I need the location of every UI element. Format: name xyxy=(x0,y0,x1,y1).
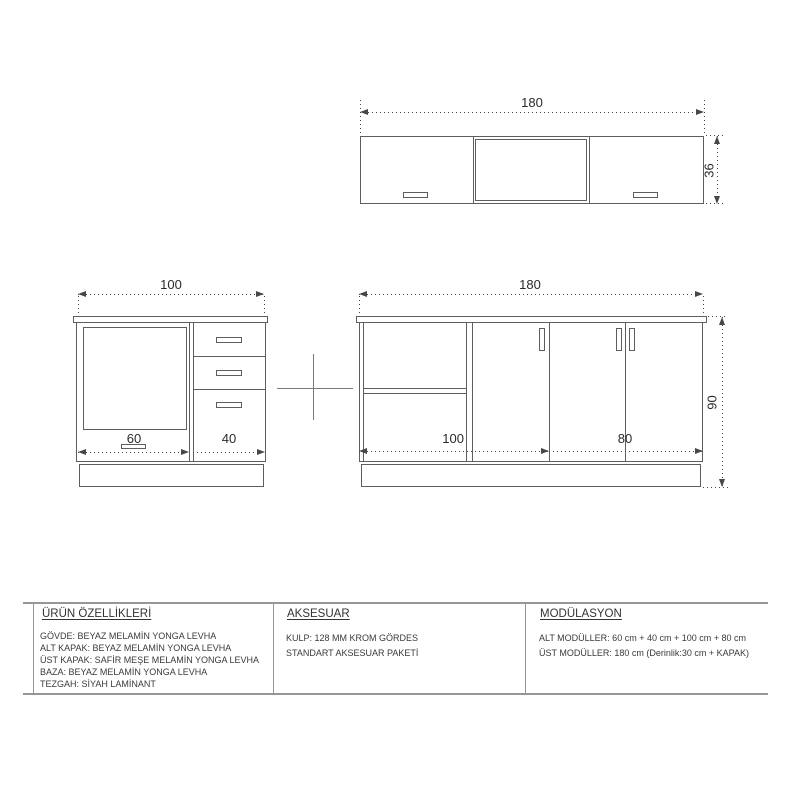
arrowhead xyxy=(719,479,725,487)
wall-cabinet-width-label: 180 xyxy=(521,95,543,110)
dim-line xyxy=(359,294,703,295)
arrowhead xyxy=(256,291,264,297)
arrowhead xyxy=(78,291,86,297)
carcass-divider xyxy=(472,322,473,462)
arrowhead xyxy=(696,109,704,115)
carcass-divider xyxy=(189,322,190,462)
spec-line: ÜST KAPAK: SAFİR MEŞE MELAMİN YONGA LEVHA xyxy=(40,655,260,665)
drawer-divider xyxy=(194,356,265,357)
column-body-modulasyon xyxy=(539,631,749,661)
dim-line xyxy=(717,136,718,204)
arrowhead xyxy=(695,291,703,297)
arrowhead xyxy=(541,448,549,454)
wall-cabinet-height-label: 36 xyxy=(701,163,717,178)
dim-line xyxy=(359,451,549,452)
table-rule-bottom xyxy=(23,693,768,695)
door-divider xyxy=(549,322,550,462)
base-left-width-label: 100 xyxy=(160,277,182,292)
spec-line: BAZA: BEYAZ MELAMİN YONGA LEVHA xyxy=(40,667,208,677)
dim-line xyxy=(360,112,704,113)
arrowhead xyxy=(359,448,367,454)
base-right-module-b-label: 80 xyxy=(617,431,633,446)
arrowhead xyxy=(359,291,367,297)
shelf-side-panel xyxy=(363,323,364,461)
extension-line xyxy=(703,487,728,488)
door-handle xyxy=(539,328,545,351)
carcass-divider xyxy=(466,322,467,462)
extension-line xyxy=(78,296,79,315)
base-left-drawers-width-label: 40 xyxy=(221,431,237,446)
door-handle xyxy=(616,328,622,351)
panel-divider xyxy=(589,136,590,204)
plinth xyxy=(361,464,701,487)
dim-line xyxy=(722,317,723,487)
base-right-width-label: 180 xyxy=(519,277,541,292)
extension-line xyxy=(704,100,705,134)
door-handle xyxy=(629,328,635,351)
extension-line xyxy=(703,296,704,315)
drawer-handle xyxy=(216,402,242,408)
extension-line xyxy=(706,203,724,204)
arrowhead xyxy=(257,449,265,455)
table-rule-left xyxy=(33,603,34,693)
base-right-height-label: 90 xyxy=(704,395,720,410)
base-right-module-a-label: 100 xyxy=(442,431,464,446)
table-rule-mid1 xyxy=(273,603,274,693)
dim-line xyxy=(78,452,189,453)
column-body-aksesuar xyxy=(286,631,418,661)
table-rule-mid2 xyxy=(525,603,526,693)
spec-line: GÖVDE: BEYAZ MELAMİN YONGA LEVHA xyxy=(40,631,217,641)
column-header-aksesuar: AKSESUAR xyxy=(287,608,350,620)
arrowhead xyxy=(360,109,368,115)
dim-line xyxy=(193,452,265,453)
door-handle xyxy=(403,192,428,198)
spec-line: ÜST MODÜLLER: 180 cm (Derinlik:30 cm + KAPAK) xyxy=(539,648,749,658)
extension-line xyxy=(264,296,265,315)
extension-line xyxy=(708,316,728,317)
arrowhead xyxy=(78,449,86,455)
wall-cabinet-middle-flap xyxy=(475,139,587,201)
arrowhead xyxy=(695,448,703,454)
arrowhead xyxy=(714,136,720,144)
extension-line xyxy=(359,296,360,315)
arrowhead xyxy=(719,317,725,325)
arrowhead xyxy=(181,449,189,455)
extension-line xyxy=(706,135,724,136)
table-rule-top xyxy=(23,602,768,604)
column-header-modulasyon: MODÜLASYON xyxy=(540,608,622,620)
panel-divider xyxy=(473,136,474,204)
drawer-handle xyxy=(216,337,242,343)
base-left-door-width-label: 60 xyxy=(126,431,142,446)
column-header-urun-ozellikleri: ÜRÜN ÖZELLİKLERİ xyxy=(42,608,152,620)
spec-line: KULP: 128 MM KROM GÖRDES xyxy=(286,633,419,643)
carcass-divider xyxy=(193,322,194,462)
shelf xyxy=(363,388,466,389)
drawer-divider xyxy=(194,389,265,390)
dim-line xyxy=(549,451,703,452)
door-handle xyxy=(633,192,658,198)
base-right-body xyxy=(359,322,703,462)
drawer-handle xyxy=(216,370,242,376)
door-panel xyxy=(83,327,187,430)
shelf xyxy=(363,393,466,394)
dim-line xyxy=(78,294,264,295)
spec-line: TEZGAH: SİYAH LAMİNANT xyxy=(40,679,156,689)
plinth xyxy=(79,464,264,487)
column-body-urun-ozellikleri xyxy=(40,630,259,690)
spec-line: ALT MODÜLLER: 60 cm + 40 cm + 100 cm + 80 cm xyxy=(539,633,746,643)
extension-line xyxy=(360,100,361,134)
spec-line: STANDART AKSESUAR PAKETİ xyxy=(286,648,419,658)
spec-line: ALT KAPAK: BEYAZ MELAMİN YONGA LEVHA xyxy=(40,643,232,653)
